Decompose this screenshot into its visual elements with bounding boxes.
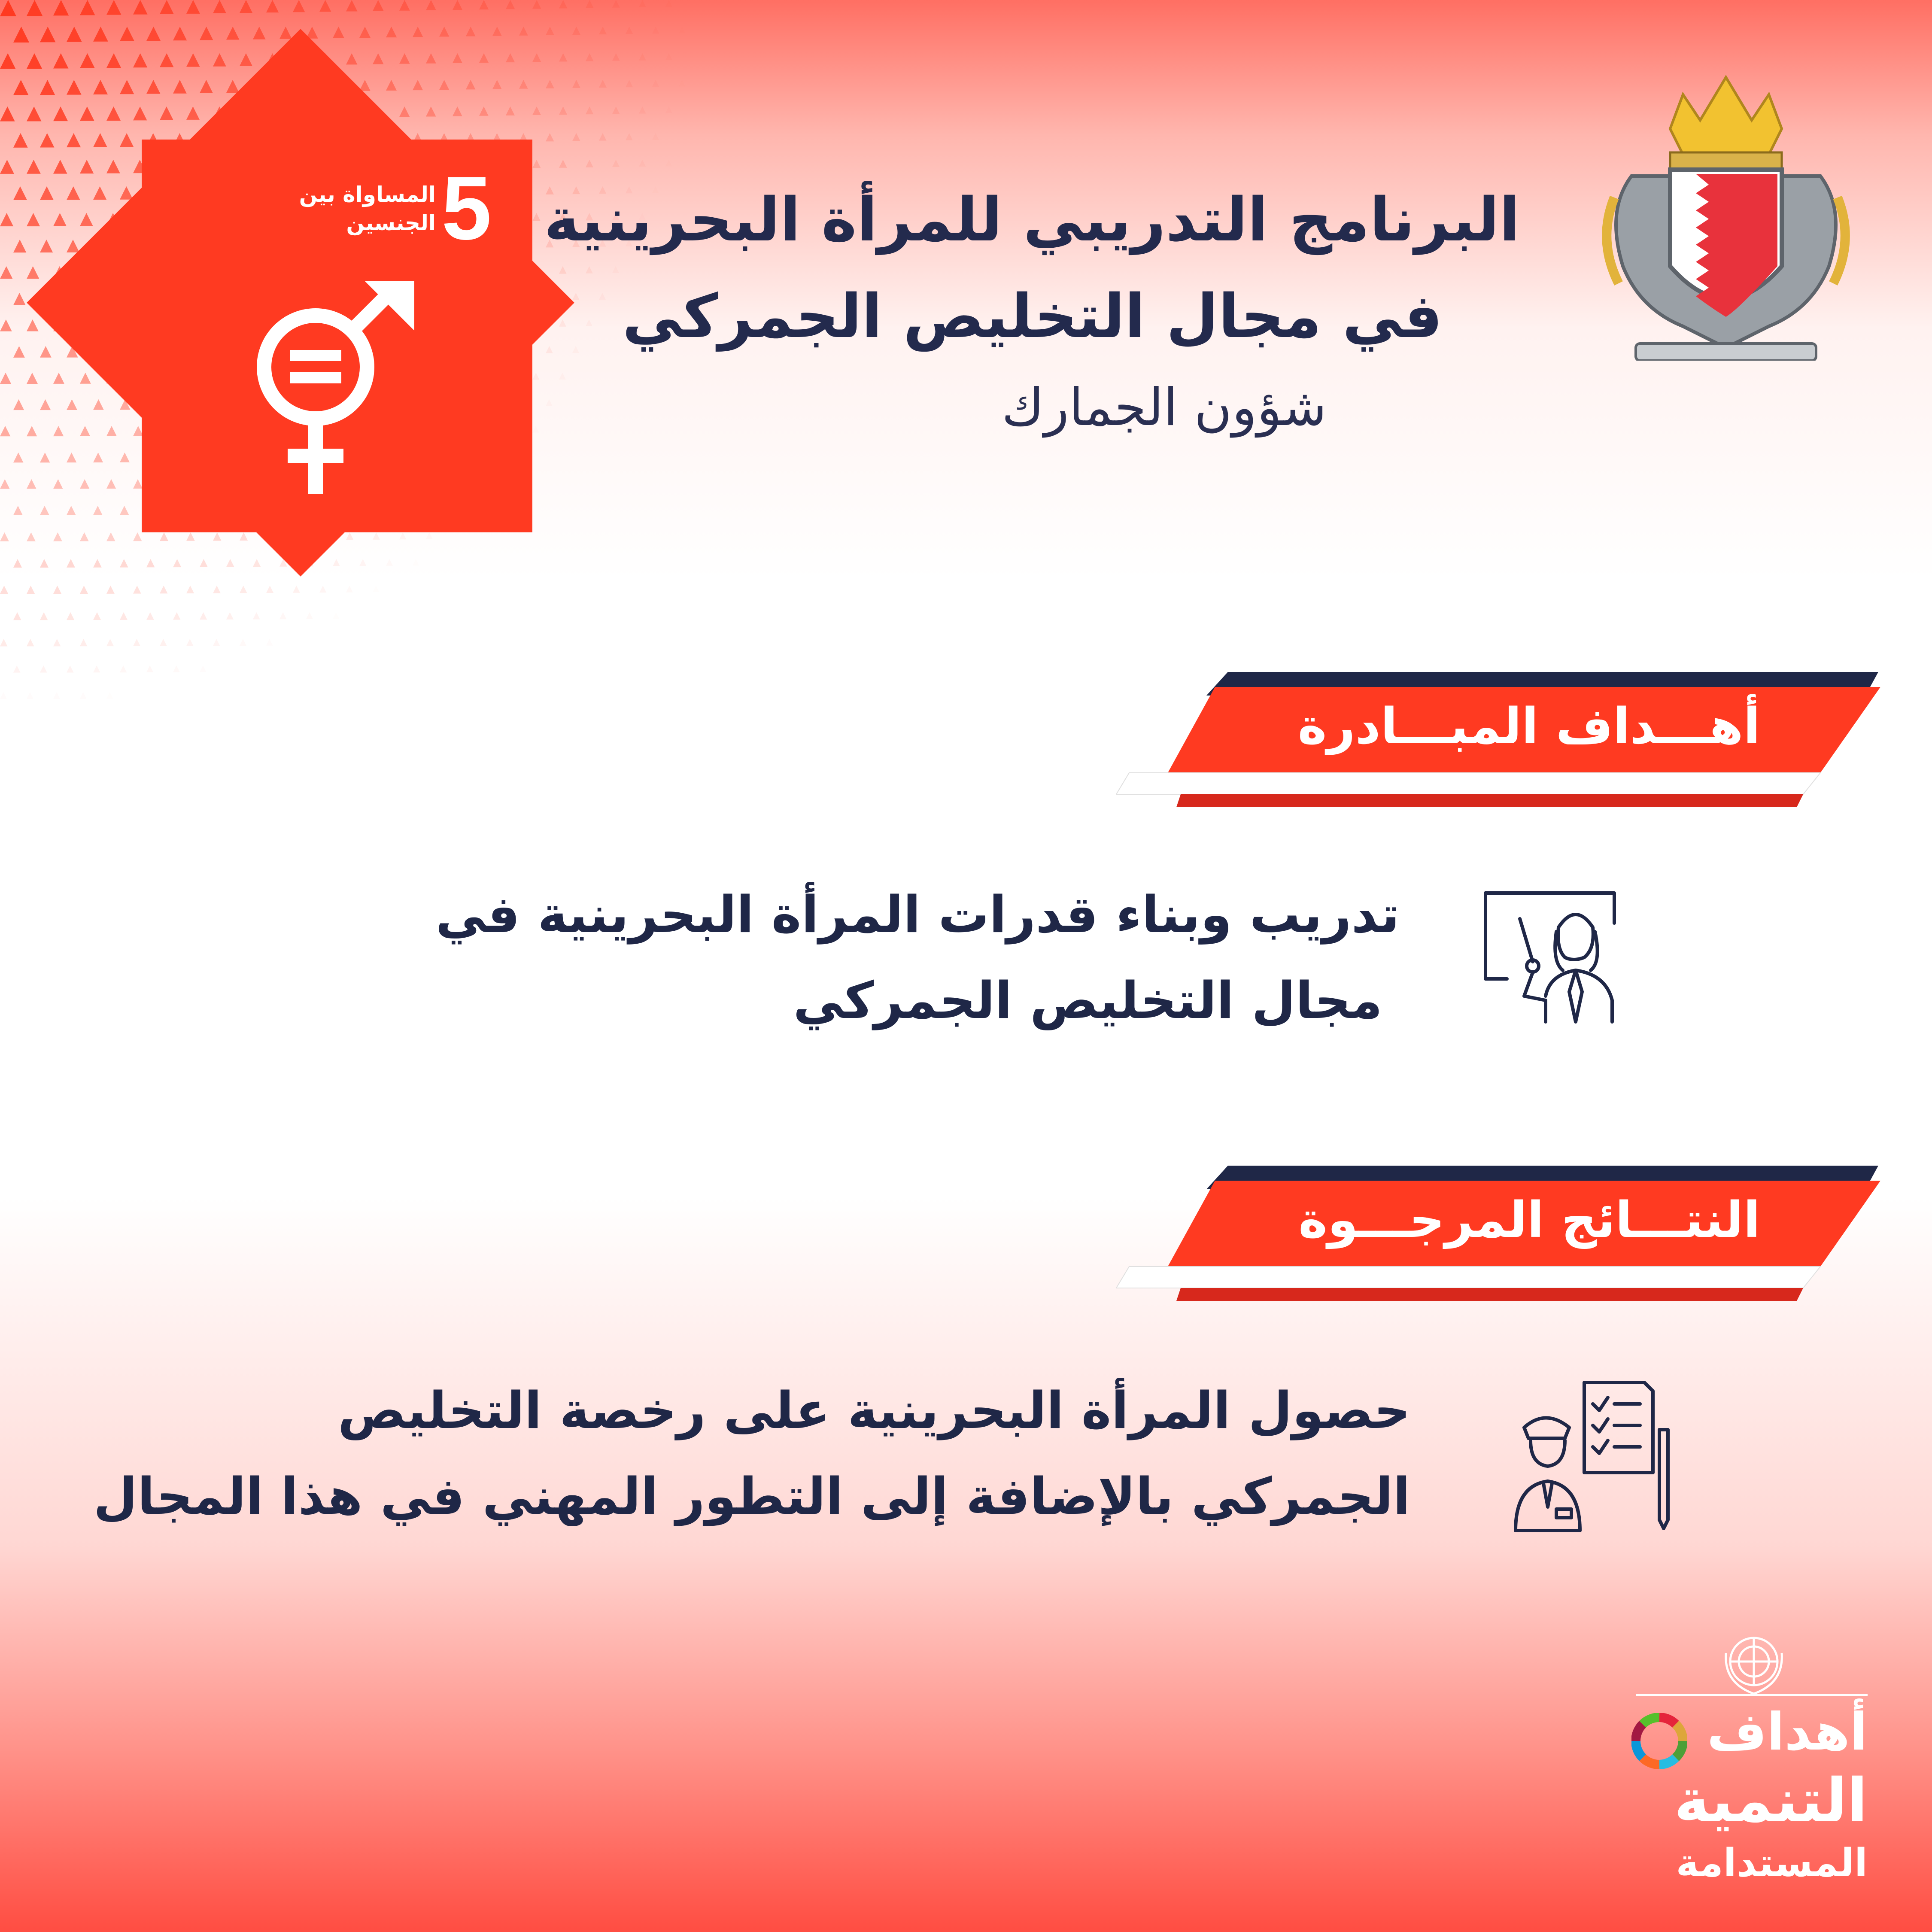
pattern-triangle bbox=[279, 612, 286, 619]
pattern-triangle bbox=[106, 426, 117, 436]
pattern-triangle bbox=[679, 80, 685, 86]
pattern-triangle bbox=[186, 53, 200, 67]
sdg-wordmark-line-1: أهداف bbox=[1707, 1702, 1868, 1762]
pattern-triangle bbox=[106, 53, 121, 68]
pattern-triangle bbox=[266, 0, 279, 12]
pattern-triangle bbox=[186, 106, 200, 120]
pattern-triangle bbox=[27, 373, 38, 384]
pattern-triangle bbox=[13, 559, 22, 568]
pattern-triangle bbox=[359, 559, 366, 566]
pattern-triangle bbox=[106, 692, 113, 699]
pattern-triangle bbox=[120, 612, 128, 620]
pattern-triangle bbox=[67, 240, 79, 252]
pattern-triangle bbox=[639, 106, 646, 114]
pattern-triangle bbox=[80, 426, 90, 436]
pattern-triangle bbox=[146, 612, 154, 620]
pattern-triangle bbox=[586, 106, 593, 114]
pattern-triangle bbox=[186, 532, 195, 541]
pattern-triangle bbox=[13, 399, 24, 410]
pattern-triangle bbox=[27, 532, 36, 541]
pattern-triangle bbox=[626, 133, 633, 140]
sdg-wordmark-line-3: المستدامة bbox=[1676, 1841, 1868, 1886]
pattern-triangle bbox=[120, 453, 130, 462]
pattern-triangle bbox=[13, 665, 21, 673]
pattern-triangle bbox=[359, 27, 371, 38]
sdg-goal-5-badge bbox=[142, 140, 532, 532]
pattern-triangle bbox=[0, 532, 9, 541]
pattern-triangle bbox=[0, 639, 7, 646]
pattern-triangle bbox=[240, 586, 247, 593]
pattern-triangle bbox=[133, 586, 141, 594]
pattern-triangle bbox=[67, 399, 77, 410]
pattern-triangle bbox=[346, 586, 353, 592]
pattern-triangle bbox=[612, 0, 620, 8]
pattern-triangle bbox=[346, 532, 353, 540]
pattern-triangle bbox=[53, 213, 67, 226]
pattern-triangle bbox=[0, 426, 10, 436]
pattern-triangle bbox=[146, 665, 153, 672]
pattern-triangle bbox=[67, 186, 80, 200]
pattern-triangle bbox=[80, 160, 94, 173]
pattern-triangle bbox=[386, 559, 393, 566]
pattern-triangle bbox=[466, 27, 476, 36]
sdg-goal-label bbox=[299, 180, 436, 237]
pattern-triangle bbox=[106, 586, 115, 594]
pattern-triangle bbox=[186, 0, 200, 14]
pattern-triangle bbox=[106, 532, 115, 541]
pattern-triangle bbox=[626, 27, 633, 34]
pattern-triangle bbox=[532, 0, 541, 9]
pattern-triangle bbox=[665, 106, 672, 113]
pattern-triangle bbox=[53, 639, 61, 646]
pattern-triangle bbox=[0, 106, 15, 122]
pattern-triangle bbox=[133, 639, 140, 646]
pattern-triangle bbox=[93, 27, 108, 42]
pattern-triangle bbox=[240, 0, 252, 13]
pattern-triangle bbox=[492, 27, 502, 36]
pattern-triangle bbox=[426, 53, 436, 64]
pattern-triangle bbox=[27, 213, 40, 226]
un-emblem-icon bbox=[1715, 1627, 1792, 1700]
pattern-triangle bbox=[200, 80, 213, 93]
pattern-triangle bbox=[639, 53, 646, 61]
pattern-triangle bbox=[586, 0, 594, 8]
pattern-triangle bbox=[27, 106, 41, 121]
pattern-triangle bbox=[67, 453, 76, 462]
header-title-block bbox=[489, 172, 1520, 451]
pattern-triangle bbox=[679, 27, 685, 33]
pattern-triangle bbox=[586, 160, 593, 167]
pattern-triangle bbox=[106, 479, 116, 489]
pattern-triangle bbox=[479, 53, 489, 63]
pattern-triangle bbox=[93, 559, 102, 568]
pattern-triangle bbox=[546, 80, 554, 88]
pattern-triangle bbox=[13, 133, 28, 148]
pattern-triangle bbox=[386, 80, 397, 91]
teacher-woman-icon bbox=[1477, 889, 1623, 1026]
pattern-triangle bbox=[13, 506, 23, 515]
pattern-triangle bbox=[120, 133, 134, 147]
pattern-triangle bbox=[426, 106, 436, 116]
pattern-triangle bbox=[373, 0, 384, 11]
pattern-triangle bbox=[67, 559, 75, 568]
pattern-triangle bbox=[160, 639, 167, 646]
pattern-triangle bbox=[373, 586, 379, 592]
pattern-triangle bbox=[80, 213, 93, 226]
footer-divider bbox=[1636, 1694, 1868, 1696]
pattern-triangle bbox=[93, 612, 101, 620]
pattern-triangle bbox=[399, 106, 410, 117]
pattern-triangle bbox=[160, 0, 174, 14]
pattern-triangle bbox=[532, 106, 541, 115]
pattern-triangle bbox=[146, 80, 161, 94]
pattern-triangle bbox=[146, 27, 161, 41]
pattern-triangle bbox=[80, 0, 95, 15]
pattern-triangle bbox=[27, 639, 34, 646]
pattern-triangle bbox=[439, 27, 449, 36]
pattern-triangle bbox=[213, 0, 226, 13]
pattern-triangle bbox=[399, 0, 410, 11]
pattern-triangle bbox=[13, 240, 26, 252]
pattern-triangle bbox=[53, 692, 60, 699]
pattern-triangle bbox=[27, 160, 41, 174]
pattern-triangle bbox=[519, 27, 528, 36]
pattern-triangle bbox=[160, 532, 168, 541]
pattern-triangle bbox=[413, 559, 419, 565]
sdg-goal-label-line-1: المساواة بين bbox=[299, 182, 436, 207]
pattern-triangle bbox=[453, 106, 462, 116]
pattern-triangle bbox=[106, 639, 114, 646]
pattern-triangle bbox=[572, 80, 580, 88]
pattern-triangle bbox=[306, 612, 313, 619]
pattern-triangle bbox=[27, 319, 39, 331]
pattern-triangle bbox=[665, 53, 672, 60]
pattern-triangle bbox=[226, 612, 234, 620]
pattern-triangle bbox=[53, 106, 68, 121]
pattern-triangle bbox=[373, 53, 384, 64]
pattern-triangle bbox=[67, 80, 82, 95]
pattern-triangle bbox=[293, 586, 300, 593]
pattern-triangle bbox=[40, 240, 53, 252]
pattern-triangle bbox=[120, 27, 134, 41]
pattern-triangle bbox=[333, 612, 339, 619]
pattern-triangle bbox=[652, 80, 659, 87]
page-title-line-1: البرنامج التدريبي للمرأة البحرينية bbox=[544, 185, 1520, 255]
pattern-triangle bbox=[346, 0, 358, 12]
pattern-triangle bbox=[559, 0, 567, 8]
pattern-triangle bbox=[572, 27, 580, 35]
pattern-triangle bbox=[40, 346, 52, 358]
pattern-triangle bbox=[186, 586, 194, 593]
pattern-triangle bbox=[253, 559, 261, 567]
pattern-triangle bbox=[373, 532, 380, 540]
pattern-triangle bbox=[53, 586, 61, 594]
pattern-triangle bbox=[80, 532, 89, 541]
pattern-triangle bbox=[106, 160, 120, 173]
pattern-triangle bbox=[13, 186, 27, 200]
pattern-triangle bbox=[133, 53, 147, 67]
pattern-triangle bbox=[546, 27, 554, 35]
section-banner-results bbox=[1116, 1163, 1889, 1305]
pattern-triangle bbox=[213, 53, 226, 67]
pattern-triangle bbox=[27, 426, 37, 436]
pattern-triangle bbox=[67, 133, 81, 147]
pattern-triangle bbox=[0, 692, 7, 699]
pattern-triangle bbox=[93, 133, 107, 147]
pattern-triangle bbox=[27, 0, 43, 16]
pattern-triangle bbox=[67, 665, 73, 672]
pattern-triangle bbox=[40, 80, 55, 95]
pattern-triangle bbox=[0, 53, 15, 69]
gender-equality-icon bbox=[249, 281, 429, 496]
pattern-triangle bbox=[333, 559, 340, 566]
pattern-triangle bbox=[0, 479, 10, 489]
bahrain-police-emblem bbox=[1597, 69, 1855, 361]
results-text-line-1: حصول المرأة البحرينية على رخصة التخليص bbox=[337, 1381, 1410, 1440]
page-subtitle: شؤون الجمارك bbox=[1002, 378, 1327, 437]
pattern-triangle bbox=[27, 53, 42, 69]
pattern-triangle bbox=[13, 453, 23, 462]
pattern-triangle bbox=[40, 665, 47, 673]
pattern-triangle bbox=[479, 0, 489, 9]
pattern-triangle bbox=[40, 399, 51, 410]
pattern-triangle bbox=[226, 559, 234, 567]
pattern-triangle bbox=[586, 53, 593, 61]
pattern-triangle bbox=[532, 160, 541, 168]
pattern-triangle bbox=[53, 532, 62, 541]
pattern-triangle bbox=[213, 532, 221, 541]
pattern-triangle bbox=[652, 133, 659, 140]
pattern-triangle bbox=[0, 0, 16, 16]
pattern-triangle bbox=[40, 186, 54, 200]
pattern-triangle bbox=[13, 80, 28, 95]
pattern-triangle bbox=[0, 213, 13, 226]
pattern-triangle bbox=[53, 479, 63, 489]
pattern-triangle bbox=[453, 0, 462, 10]
pattern-triangle bbox=[40, 559, 49, 568]
pattern-triangle bbox=[67, 506, 76, 515]
pattern-triangle bbox=[133, 479, 143, 489]
pattern-triangle bbox=[439, 80, 449, 90]
pattern-triangle bbox=[492, 80, 501, 89]
pattern-triangle bbox=[173, 559, 181, 567]
pattern-triangle bbox=[93, 453, 103, 462]
sdg-goal-number: 5 bbox=[441, 158, 492, 258]
section-heading-results: النتـــائج المرجـــوة bbox=[1298, 1191, 1760, 1249]
pattern-triangle bbox=[506, 53, 515, 62]
pattern-triangle bbox=[519, 80, 528, 89]
pattern-triangle bbox=[173, 27, 187, 40]
pattern-triangle bbox=[346, 53, 357, 64]
pattern-triangle bbox=[319, 0, 331, 12]
pattern-triangle bbox=[546, 133, 554, 141]
pattern-triangle bbox=[160, 106, 173, 120]
pattern-triangle bbox=[80, 479, 89, 489]
pattern-triangle bbox=[160, 53, 173, 67]
pattern-triangle bbox=[319, 586, 326, 592]
pattern-triangle bbox=[27, 479, 36, 489]
pattern-triangle bbox=[240, 532, 248, 541]
pattern-triangle bbox=[120, 559, 128, 568]
pattern-triangle bbox=[266, 586, 273, 593]
pattern-triangle bbox=[399, 53, 410, 64]
pattern-triangle bbox=[253, 27, 266, 39]
pattern-triangle bbox=[173, 665, 180, 672]
pattern-triangle bbox=[80, 106, 94, 121]
pattern-triangle bbox=[213, 586, 221, 593]
pattern-triangle bbox=[13, 293, 26, 305]
pattern-triangle bbox=[266, 639, 273, 646]
pattern-triangle bbox=[120, 665, 127, 672]
pattern-triangle bbox=[120, 80, 134, 94]
pattern-triangle bbox=[40, 27, 55, 42]
page-title-line-2: في مجال التخليص الجمركي bbox=[622, 282, 1443, 352]
pattern-triangle bbox=[413, 27, 423, 37]
pattern-triangle bbox=[67, 612, 74, 620]
pattern-triangle bbox=[173, 612, 180, 620]
pattern-triangle bbox=[53, 53, 69, 69]
pattern-triangle bbox=[40, 133, 55, 148]
pattern-triangle bbox=[200, 27, 213, 40]
pattern-triangle bbox=[27, 692, 33, 699]
pattern-triangle bbox=[67, 27, 82, 42]
pattern-triangle bbox=[612, 53, 620, 61]
pattern-triangle bbox=[506, 0, 515, 9]
pattern-triangle bbox=[453, 53, 462, 63]
pattern-triangle bbox=[386, 27, 397, 37]
pattern-triangle bbox=[0, 373, 11, 384]
pattern-triangle bbox=[652, 27, 659, 33]
pattern-triangle bbox=[53, 0, 69, 15]
pattern-triangle bbox=[479, 106, 489, 116]
pattern-triangle bbox=[639, 160, 646, 167]
pattern-triangle bbox=[106, 0, 121, 15]
pattern-triangle bbox=[80, 373, 91, 384]
results-text-line-2: الجمركي بالإضافة إلى التطور المهني في هذا المجال bbox=[93, 1467, 1410, 1526]
pattern-triangle bbox=[599, 27, 607, 34]
pattern-triangle bbox=[399, 532, 406, 539]
pattern-triangle bbox=[133, 106, 147, 120]
pattern-triangle bbox=[599, 133, 607, 141]
section-body-objectives bbox=[436, 872, 1400, 1043]
pattern-triangle bbox=[226, 80, 239, 93]
pattern-triangle bbox=[466, 80, 475, 89]
pattern-triangle bbox=[559, 106, 567, 115]
pattern-triangle bbox=[426, 0, 436, 10]
pattern-triangle bbox=[413, 80, 423, 90]
pattern-triangle bbox=[0, 586, 8, 594]
pattern-triangle bbox=[426, 532, 433, 539]
pattern-triangle bbox=[146, 559, 155, 567]
sdg-wordmark bbox=[1674, 1700, 1868, 1889]
pattern-triangle bbox=[80, 692, 87, 699]
pattern-triangle bbox=[53, 426, 64, 436]
pattern-triangle bbox=[133, 532, 142, 541]
pattern-triangle bbox=[293, 0, 305, 12]
pattern-triangle bbox=[80, 53, 95, 68]
pattern-triangle bbox=[0, 319, 12, 331]
pattern-triangle bbox=[133, 0, 148, 15]
sdg-goal-label-line-2: الجنسين bbox=[346, 210, 436, 235]
pattern-triangle bbox=[559, 160, 567, 168]
pattern-triangle bbox=[53, 160, 67, 174]
pattern-triangle bbox=[13, 27, 29, 43]
pattern-triangle bbox=[240, 639, 246, 646]
pattern-triangle bbox=[240, 53, 252, 66]
objectives-text-line-1: تدريب وبناء قدرات المرأة البحرينية في bbox=[435, 885, 1400, 944]
pattern-triangle bbox=[93, 399, 104, 410]
pattern-triangle bbox=[80, 586, 88, 594]
pattern-triangle bbox=[559, 53, 567, 61]
pattern-triangle bbox=[106, 106, 121, 121]
pattern-triangle bbox=[665, 0, 672, 7]
pattern-triangle bbox=[506, 106, 515, 115]
pattern-triangle bbox=[53, 373, 64, 384]
section-body-results bbox=[94, 1367, 1410, 1539]
pattern-triangle bbox=[226, 27, 239, 39]
pattern-triangle bbox=[200, 559, 208, 567]
pattern-triangle bbox=[612, 106, 620, 114]
pattern-triangle bbox=[40, 506, 49, 515]
pattern-triangle bbox=[40, 612, 48, 620]
pattern-triangle bbox=[200, 612, 207, 620]
pattern-triangle bbox=[80, 639, 87, 646]
pattern-triangle bbox=[333, 27, 344, 38]
objectives-text-line-2: مجال التخليص الجمركي bbox=[793, 971, 1382, 1030]
pattern-triangle bbox=[200, 665, 207, 672]
pattern-triangle bbox=[13, 346, 25, 358]
section-heading-objectives: أهـــداف المبـــادرة bbox=[1297, 698, 1760, 755]
pattern-triangle bbox=[253, 612, 260, 620]
pattern-triangle bbox=[93, 80, 108, 94]
pattern-triangle bbox=[0, 266, 12, 279]
customs-officer-checklist-icon bbox=[1511, 1378, 1670, 1537]
pattern-triangle bbox=[27, 586, 35, 594]
pattern-triangle bbox=[532, 53, 541, 62]
pattern-triangle bbox=[160, 586, 167, 593]
pattern-triangle bbox=[173, 80, 187, 94]
pattern-triangle bbox=[0, 160, 14, 174]
pattern-triangle bbox=[639, 0, 646, 7]
pattern-triangle bbox=[626, 80, 633, 87]
pattern-triangle bbox=[213, 639, 220, 646]
pattern-triangle bbox=[40, 453, 50, 462]
section-banner-objectives bbox=[1116, 670, 1889, 811]
sdg-wordmark-line-2: التنمية bbox=[1674, 1766, 1868, 1836]
pattern-triangle bbox=[572, 133, 580, 141]
pattern-triangle bbox=[186, 639, 194, 646]
pattern-triangle bbox=[120, 506, 129, 515]
pattern-triangle bbox=[93, 506, 102, 515]
pattern-triangle bbox=[13, 612, 21, 620]
pattern-triangle bbox=[612, 160, 620, 167]
pattern-triangle bbox=[665, 160, 672, 166]
pattern-triangle bbox=[93, 186, 106, 200]
pattern-triangle bbox=[279, 27, 292, 39]
pattern-triangle bbox=[27, 266, 39, 279]
pattern-triangle bbox=[599, 80, 607, 88]
pattern-triangle bbox=[93, 665, 100, 672]
